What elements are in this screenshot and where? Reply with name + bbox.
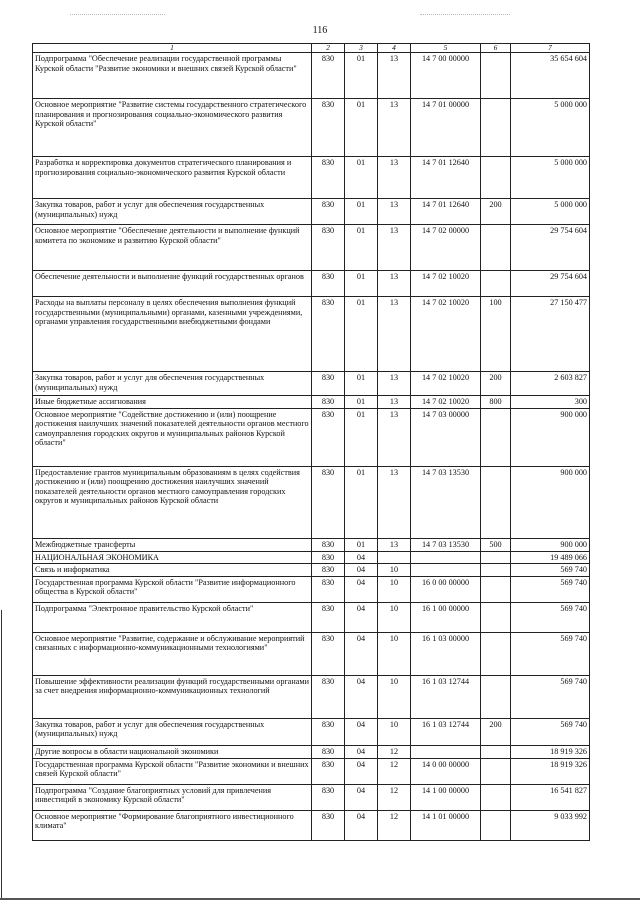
cell-code: 830 xyxy=(312,396,345,409)
cell-target: 14 7 01 00000 xyxy=(411,99,481,157)
cell-name: Подпрограмма "Создание благоприятных условий для привлечения инвестиций в экономику Курской области" xyxy=(33,784,312,810)
cell-name: Основное мероприятие "Формирование благоприятного инвестиционного климата" xyxy=(33,810,312,840)
cell-code: 830 xyxy=(312,53,345,99)
cell-section: 01 xyxy=(345,538,378,551)
cell-name: Расходы на выплаты персоналу в целях обеспечения выполнения функций государственными (муниципальными) органами, казенными учреждениями, органами управления государственными внебюджетными фондами xyxy=(33,297,312,372)
cell-code: 830 xyxy=(312,157,345,199)
cell-kind xyxy=(481,632,511,675)
cell-section: 01 xyxy=(345,225,378,271)
cell-subsection: 13 xyxy=(378,225,411,271)
cell-section: 01 xyxy=(345,396,378,409)
table-row xyxy=(33,632,590,675)
column-header: 5 xyxy=(411,44,481,53)
scan-artifact xyxy=(420,14,510,18)
cell-code: 830 xyxy=(312,225,345,271)
cell-amount: 16 541 827 xyxy=(511,784,590,810)
cell-kind xyxy=(481,576,511,602)
cell-section: 04 xyxy=(345,758,378,784)
cell-kind: 800 xyxy=(481,396,511,409)
cell-target xyxy=(411,564,481,577)
cell-kind xyxy=(481,784,511,810)
table-row xyxy=(33,225,590,271)
cell-amount: 19 489 066 xyxy=(511,551,590,564)
cell-target: 14 7 02 10020 xyxy=(411,297,481,372)
cell-subsection: 13 xyxy=(378,157,411,199)
cell-code: 830 xyxy=(312,99,345,157)
cell-subsection: 13 xyxy=(378,408,411,466)
column-header: 1 xyxy=(33,44,312,53)
cell-code: 830 xyxy=(312,576,345,602)
cell-code: 830 xyxy=(312,538,345,551)
cell-target: 14 7 02 10020 xyxy=(411,372,481,396)
cell-target: 14 7 01 12640 xyxy=(411,199,481,225)
table-row xyxy=(33,784,590,810)
cell-target: 16 1 00 00000 xyxy=(411,602,481,632)
cell-subsection: 13 xyxy=(378,538,411,551)
cell-amount: 18 919 326 xyxy=(511,745,590,758)
cell-name: Иные бюджетные ассигнования xyxy=(33,396,312,409)
cell-amount: 300 xyxy=(511,396,590,409)
cell-target: 14 7 00 00000 xyxy=(411,53,481,99)
cell-kind xyxy=(481,99,511,157)
cell-amount: 569 740 xyxy=(511,564,590,577)
table-row xyxy=(33,602,590,632)
table-row xyxy=(33,718,590,745)
cell-name: Другие вопросы в области национальной экономики xyxy=(33,745,312,758)
cell-target: 14 7 02 10020 xyxy=(411,271,481,297)
cell-section: 04 xyxy=(345,810,378,840)
cell-code: 830 xyxy=(312,758,345,784)
column-header: 4 xyxy=(378,44,411,53)
cell-target: 14 7 01 12640 xyxy=(411,157,481,199)
cell-subsection: 10 xyxy=(378,564,411,577)
cell-target: 14 0 00 00000 xyxy=(411,758,481,784)
table-row xyxy=(33,564,590,577)
cell-subsection: 13 xyxy=(378,466,411,538)
cell-code: 830 xyxy=(312,784,345,810)
cell-code: 830 xyxy=(312,632,345,675)
cell-subsection: 10 xyxy=(378,675,411,718)
cell-name: НАЦИОНАЛЬНАЯ ЭКОНОМИКА xyxy=(33,551,312,564)
cell-section: 04 xyxy=(345,784,378,810)
cell-name: Государственная программа Курской области "Развитие экономики и внешних связей Курской области" xyxy=(33,758,312,784)
cell-kind xyxy=(481,758,511,784)
cell-code: 830 xyxy=(312,551,345,564)
cell-kind xyxy=(481,271,511,297)
cell-name: Закупка товаров, работ и услуг для обеспечения государственных (муниципальных) нужд xyxy=(33,199,312,225)
cell-target: 16 1 03 00000 xyxy=(411,632,481,675)
cell-section: 04 xyxy=(345,602,378,632)
cell-name: Связь и информатика xyxy=(33,564,312,577)
cell-section: 01 xyxy=(345,199,378,225)
cell-subsection: 13 xyxy=(378,372,411,396)
cell-code: 830 xyxy=(312,675,345,718)
cell-kind: 100 xyxy=(481,297,511,372)
cell-code: 830 xyxy=(312,297,345,372)
cell-subsection: 13 xyxy=(378,53,411,99)
cell-subsection: 13 xyxy=(378,99,411,157)
cell-subsection: 10 xyxy=(378,632,411,675)
column-header: 2 xyxy=(312,44,345,53)
cell-section: 01 xyxy=(345,408,378,466)
table-row xyxy=(33,758,590,784)
table-row xyxy=(33,199,590,225)
cell-target: 16 1 03 12744 xyxy=(411,718,481,745)
cell-amount: 9 033 992 xyxy=(511,810,590,840)
cell-name: Разработка и корректировка документов стратегического планирования и прогнозирования социально-экономического развития Курской области xyxy=(33,157,312,199)
cell-code: 830 xyxy=(312,271,345,297)
cell-section: 01 xyxy=(345,372,378,396)
cell-section: 04 xyxy=(345,564,378,577)
cell-amount: 2 603 827 xyxy=(511,372,590,396)
cell-kind: 200 xyxy=(481,199,511,225)
cell-subsection: 12 xyxy=(378,745,411,758)
cell-target: 16 1 03 12744 xyxy=(411,675,481,718)
cell-amount: 900 000 xyxy=(511,538,590,551)
cell-section: 01 xyxy=(345,271,378,297)
table-row xyxy=(33,538,590,551)
cell-target: 14 7 02 00000 xyxy=(411,225,481,271)
cell-name: Основное мероприятие "Содействие достижению и (или) поощрение достижения наилучших значений показателей деятельности органов местного самоуправления городских округов и муниципальных районов Курской области" xyxy=(33,408,312,466)
cell-amount: 27 150 477 xyxy=(511,297,590,372)
column-header: 3 xyxy=(345,44,378,53)
cell-section: 01 xyxy=(345,297,378,372)
cell-amount: 29 754 604 xyxy=(511,225,590,271)
cell-kind: 500 xyxy=(481,538,511,551)
cell-name: Закупка товаров, работ и услуг для обеспечения государственных (муниципальных) нужд xyxy=(33,718,312,745)
cell-target: 14 7 02 10020 xyxy=(411,396,481,409)
cell-code: 830 xyxy=(312,199,345,225)
cell-code: 830 xyxy=(312,810,345,840)
cell-name: Основное мероприятие "Обеспечение деятельности и выполнение функций комитета по экономике и развитию Курской области" xyxy=(33,225,312,271)
cell-kind xyxy=(481,602,511,632)
cell-section: 01 xyxy=(345,99,378,157)
cell-name: Подпрограмма "Электронное правительство Курской области" xyxy=(33,602,312,632)
cell-target xyxy=(411,551,481,564)
cell-code: 830 xyxy=(312,564,345,577)
table-row xyxy=(33,408,590,466)
cell-subsection: 13 xyxy=(378,271,411,297)
cell-name: Повышение эффективности реализации функций государственными органами за счет внедрения информационно-коммуникационных технологий xyxy=(33,675,312,718)
cell-target: 14 1 01 00000 xyxy=(411,810,481,840)
cell-target: 14 7 03 00000 xyxy=(411,408,481,466)
cell-subsection: 13 xyxy=(378,396,411,409)
scan-edge xyxy=(1,610,2,900)
table-row xyxy=(33,576,590,602)
cell-kind xyxy=(481,408,511,466)
cell-section: 01 xyxy=(345,466,378,538)
cell-subsection: 10 xyxy=(378,718,411,745)
cell-section: 01 xyxy=(345,53,378,99)
cell-kind: 200 xyxy=(481,718,511,745)
cell-section: 04 xyxy=(345,576,378,602)
cell-target: 14 1 00 00000 xyxy=(411,784,481,810)
scan-artifact xyxy=(70,14,165,18)
cell-code: 830 xyxy=(312,372,345,396)
cell-amount: 29 754 604 xyxy=(511,271,590,297)
cell-kind: 200 xyxy=(481,372,511,396)
cell-kind xyxy=(481,466,511,538)
cell-target: 14 7 03 13530 xyxy=(411,538,481,551)
table-row xyxy=(33,271,590,297)
cell-kind xyxy=(481,551,511,564)
cell-subsection: 12 xyxy=(378,784,411,810)
cell-subsection xyxy=(378,551,411,564)
cell-name: Закупка товаров, работ и услуг для обеспечения государственных (муниципальных) нужд xyxy=(33,372,312,396)
cell-code: 830 xyxy=(312,718,345,745)
cell-subsection: 13 xyxy=(378,297,411,372)
cell-subsection: 10 xyxy=(378,576,411,602)
cell-amount: 900 000 xyxy=(511,466,590,538)
table-row xyxy=(33,745,590,758)
table-row xyxy=(33,810,590,840)
cell-name: Подпрограмма "Обеспечение реализации государственной программы Курской области "Развитие экономики и внешних связей Курской области" xyxy=(33,53,312,99)
cell-code: 830 xyxy=(312,408,345,466)
cell-name: Основное мероприятие "Развитие, содержание и обслуживание мероприятий связанных с информационно-коммуникационными технологиями" xyxy=(33,632,312,675)
table-row xyxy=(33,466,590,538)
table-row xyxy=(33,53,590,99)
cell-amount: 569 740 xyxy=(511,632,590,675)
cell-kind xyxy=(481,745,511,758)
cell-kind xyxy=(481,53,511,99)
table-row xyxy=(33,675,590,718)
cell-amount: 18 919 326 xyxy=(511,758,590,784)
cell-subsection: 12 xyxy=(378,758,411,784)
table-row xyxy=(33,157,590,199)
column-number-row xyxy=(33,44,590,53)
cell-subsection: 12 xyxy=(378,810,411,840)
cell-subsection: 13 xyxy=(378,199,411,225)
cell-name: Государственная программа Курской области "Развитие информационного общества в Курской области" xyxy=(33,576,312,602)
cell-code: 830 xyxy=(312,602,345,632)
cell-name: Межбюджетные трансферты xyxy=(33,538,312,551)
cell-amount: 900 000 xyxy=(511,408,590,466)
cell-name: Предоставление грантов муниципальным образованиям в целях содействия достижению и (или) поощрению достижения наилучших значений показателей деятельности органов местного самоуправления городских округов и муниципальных районов Курской области xyxy=(33,466,312,538)
cell-target: 16 0 00 00000 xyxy=(411,576,481,602)
table-row xyxy=(33,297,590,372)
cell-target xyxy=(411,745,481,758)
column-header: 6 xyxy=(481,44,511,53)
cell-amount: 5 000 000 xyxy=(511,99,590,157)
cell-amount: 5 000 000 xyxy=(511,199,590,225)
table-row xyxy=(33,99,590,157)
table-row xyxy=(33,396,590,409)
cell-target: 14 7 03 13530 xyxy=(411,466,481,538)
cell-section: 04 xyxy=(345,675,378,718)
cell-section: 04 xyxy=(345,632,378,675)
table-row xyxy=(33,551,590,564)
cell-kind xyxy=(481,225,511,271)
cell-amount: 569 740 xyxy=(511,602,590,632)
cell-name: Обеспечение деятельности и выполнение функций государственных органов xyxy=(33,271,312,297)
cell-amount: 569 740 xyxy=(511,576,590,602)
cell-kind xyxy=(481,157,511,199)
budget-table xyxy=(32,43,590,841)
cell-section: 01 xyxy=(345,157,378,199)
cell-amount: 569 740 xyxy=(511,675,590,718)
cell-amount: 569 740 xyxy=(511,718,590,745)
cell-code: 830 xyxy=(312,466,345,538)
cell-section: 04 xyxy=(345,745,378,758)
cell-kind xyxy=(481,564,511,577)
cell-name: Основное мероприятие "Развитие системы государственного стратегического планирования и прогнозирования социально-экономического развития Курской области" xyxy=(33,99,312,157)
page-number: 116 xyxy=(312,25,328,36)
cell-amount: 35 654 604 xyxy=(511,53,590,99)
cell-section: 04 xyxy=(345,718,378,745)
cell-amount: 5 000 000 xyxy=(511,157,590,199)
cell-section: 04 xyxy=(345,551,378,564)
cell-kind xyxy=(481,810,511,840)
cell-subsection: 10 xyxy=(378,602,411,632)
column-header: 7 xyxy=(511,44,590,53)
cell-code: 830 xyxy=(312,745,345,758)
table-row xyxy=(33,372,590,396)
scan-edge xyxy=(0,898,640,900)
cell-kind xyxy=(481,675,511,718)
